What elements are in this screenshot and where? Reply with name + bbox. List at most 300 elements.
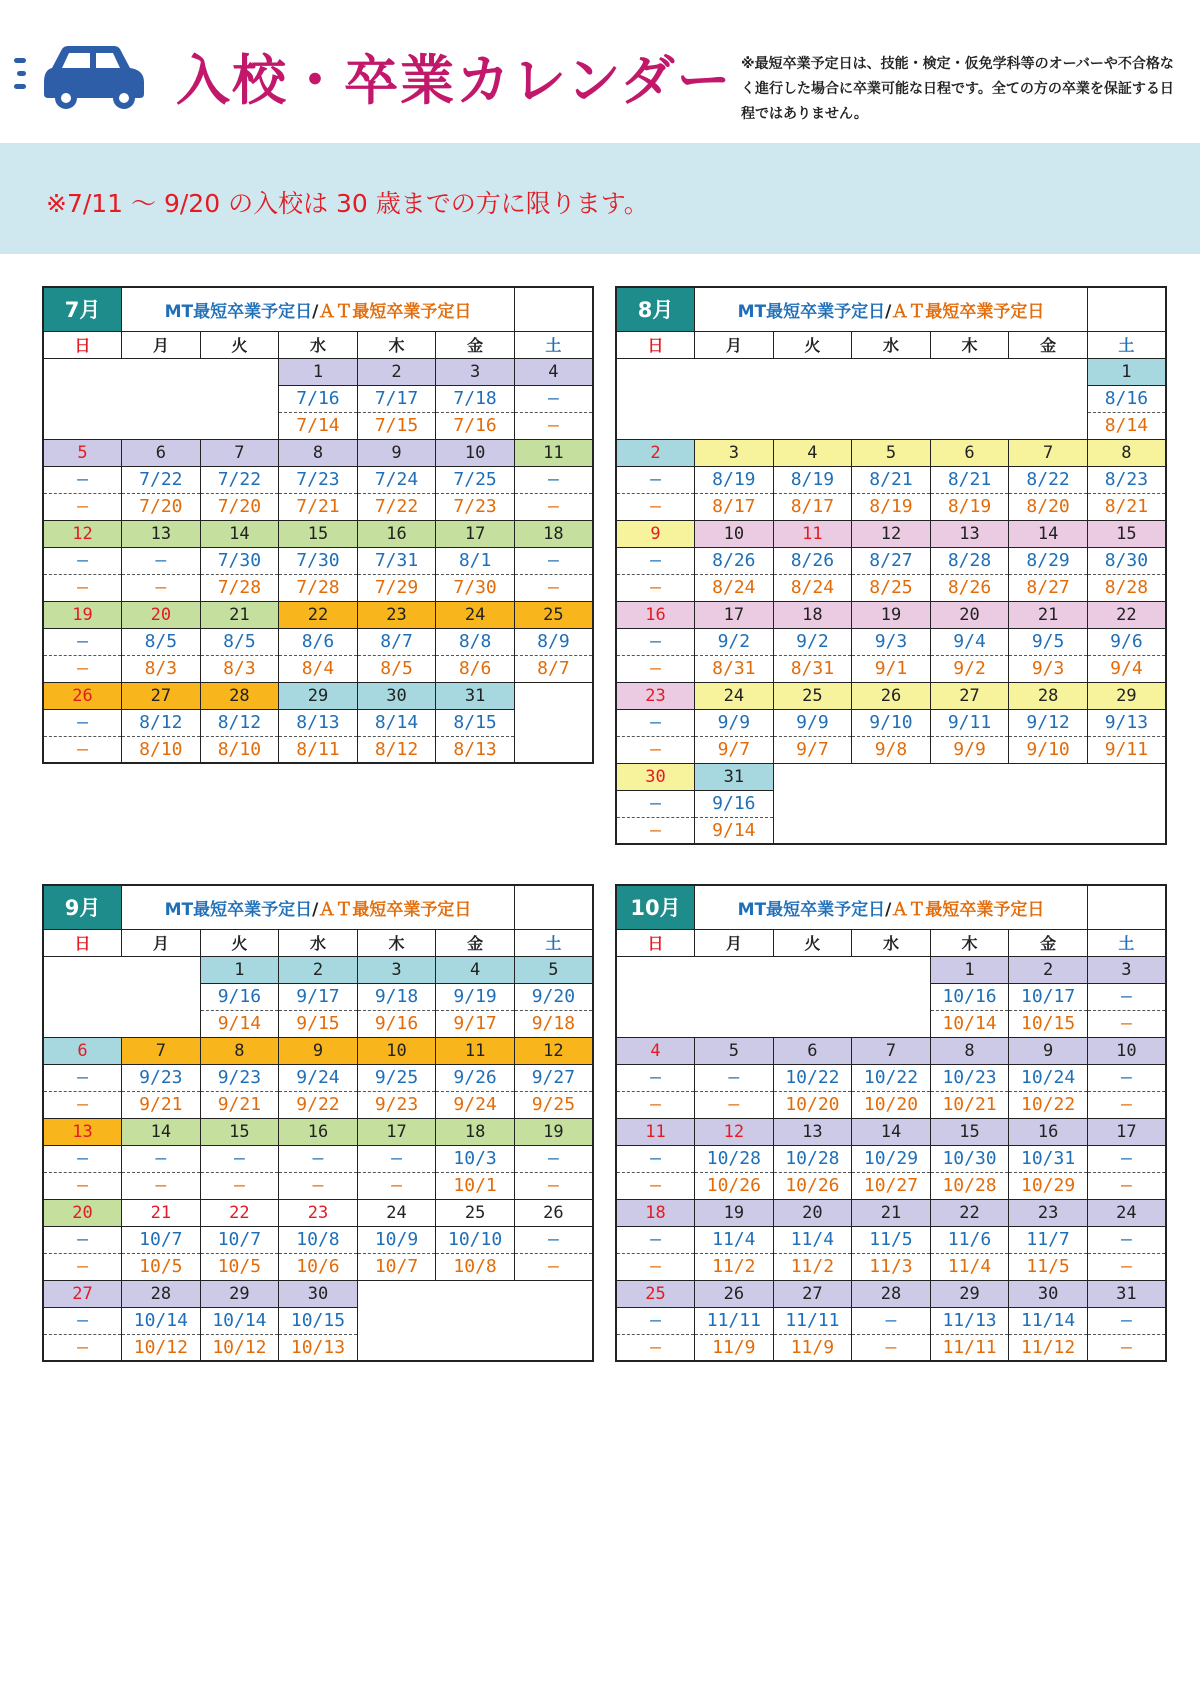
calendar-day[interactable]: 14 <box>1009 520 1088 547</box>
mt-graduation-date: — <box>514 385 593 412</box>
mt-graduation-date: 7/30 <box>200 547 279 574</box>
mt-graduation-date: 8/21 <box>930 466 1009 493</box>
mt-graduation-date: 8/15 <box>436 709 515 736</box>
calendar-day[interactable]: 11 <box>436 1037 515 1064</box>
calendar-title-row <box>616 287 1166 331</box>
at-graduation-date: 9/14 <box>200 1010 279 1037</box>
at-graduation-date: 11/11 <box>930 1334 1009 1361</box>
mt-graduation-date: — <box>514 466 593 493</box>
mt-graduation-date: 7/22 <box>200 466 279 493</box>
calendar-day[interactable]: 6 <box>43 1037 122 1064</box>
mt-graduation-date: 8/1 <box>436 547 515 574</box>
calendar-day[interactable]: 2 <box>279 956 358 983</box>
weekday-label: 火 <box>773 929 852 956</box>
calendar-day[interactable]: 29 <box>200 1280 279 1307</box>
calendar-day[interactable]: 14 <box>200 520 279 547</box>
calendar-day[interactable]: 22 <box>279 601 358 628</box>
date-row <box>43 601 593 628</box>
calendar-day[interactable]: 20 <box>930 601 1009 628</box>
calendar-day[interactable]: 22 <box>200 1199 279 1226</box>
calendar-day[interactable]: 7 <box>200 439 279 466</box>
mt-graduation-date: — <box>616 1064 695 1091</box>
at-graduation-date: 8/25 <box>852 574 931 601</box>
calendar-day[interactable]: 2 <box>616 439 695 466</box>
mt-graduation-date: 10/31 <box>1009 1145 1088 1172</box>
at-graduation-date: 9/3 <box>1009 655 1088 682</box>
calendar-day[interactable]: 29 <box>1087 682 1166 709</box>
mt-graduation-date: — <box>616 709 695 736</box>
calendar-day[interactable]: 18 <box>773 601 852 628</box>
calendar-day[interactable]: 22 <box>930 1199 1009 1226</box>
calendar-day[interactable]: 7 <box>122 1037 201 1064</box>
weekday-label: 日 <box>43 929 122 956</box>
at-graduation-date: — <box>1087 1253 1166 1280</box>
mt-graduation-date: — <box>122 1145 201 1172</box>
calendar-day[interactable]: 23 <box>279 1199 358 1226</box>
calendar-day[interactable]: 12 <box>852 520 931 547</box>
calendar-day[interactable]: 29 <box>279 682 358 709</box>
calendar-day[interactable]: 3 <box>1087 956 1166 983</box>
weekday-label: 火 <box>773 331 852 358</box>
calendar-day[interactable]: 24 <box>695 682 774 709</box>
calendar-day[interactable]: 15 <box>200 1118 279 1145</box>
at-graduation-date: — <box>514 574 593 601</box>
at-graduation-date: — <box>616 736 695 763</box>
at-date-row <box>43 1253 593 1280</box>
calendar-day[interactable]: 27 <box>773 1280 852 1307</box>
at-date-row <box>616 1091 1166 1118</box>
calendar-day[interactable]: 27 <box>122 682 201 709</box>
calendar-day[interactable]: 3 <box>436 358 515 385</box>
at-graduation-date: 7/30 <box>436 574 515 601</box>
at-graduation-date: — <box>279 1172 358 1199</box>
at-graduation-date: 10/12 <box>200 1334 279 1361</box>
date-row <box>616 358 1166 385</box>
calendar-day[interactable]: 13 <box>122 520 201 547</box>
mt-graduation-date: — <box>1087 1145 1166 1172</box>
mt-graduation-date: 10/22 <box>773 1064 852 1091</box>
calendar-day[interactable]: 11 <box>616 1118 695 1145</box>
at-graduation-date: 7/28 <box>200 574 279 601</box>
mt-graduation-date: — <box>43 1307 122 1334</box>
mt-graduation-date: 10/24 <box>1009 1064 1088 1091</box>
weekday-label: 金 <box>436 331 515 358</box>
calendar-day[interactable]: 4 <box>436 956 515 983</box>
calendar-day[interactable]: 10 <box>695 520 774 547</box>
empty-cell <box>43 956 200 1037</box>
mt-graduation-date: 9/9 <box>773 709 852 736</box>
mt-graduation-date: — <box>43 628 122 655</box>
mt-graduation-date: 9/4 <box>930 628 1009 655</box>
calendar-day[interactable]: 23 <box>616 682 695 709</box>
calendar-day[interactable]: 19 <box>43 601 122 628</box>
at-graduation-date: 8/20 <box>1009 493 1088 520</box>
calendar-day[interactable]: 16 <box>616 601 695 628</box>
mt-date-row <box>43 1064 593 1091</box>
at-graduation-date: 8/24 <box>695 574 774 601</box>
at-graduation-date: 8/3 <box>122 655 201 682</box>
at-graduation-date: 9/16 <box>357 1010 436 1037</box>
calendar-day[interactable]: 31 <box>1087 1280 1166 1307</box>
calendar-day[interactable]: 10 <box>357 1037 436 1064</box>
calendar-day[interactable]: 30 <box>357 682 436 709</box>
mt-date-row <box>43 466 593 493</box>
calendar-day[interactable]: 22 <box>1087 601 1166 628</box>
calendar-day[interactable]: 8 <box>930 1037 1009 1064</box>
at-graduation-date: 9/25 <box>514 1091 593 1118</box>
calendar-day[interactable]: 28 <box>200 682 279 709</box>
mt-graduation-date: 11/14 <box>1009 1307 1088 1334</box>
at-graduation-date: — <box>514 1172 593 1199</box>
at-graduation-date: 9/10 <box>1009 736 1088 763</box>
at-graduation-date: 8/19 <box>930 493 1009 520</box>
mt-graduation-date: 10/16 <box>930 983 1009 1010</box>
weekday-label: 火 <box>200 929 279 956</box>
calendar-day[interactable]: 26 <box>695 1280 774 1307</box>
at-graduation-date: 8/19 <box>852 493 931 520</box>
mt-graduation-date: — <box>43 1145 122 1172</box>
calendar-day[interactable]: 29 <box>930 1280 1009 1307</box>
calendar-day[interactable]: 27 <box>930 682 1009 709</box>
mt-graduation-date: — <box>616 790 695 817</box>
calendar-day[interactable]: 16 <box>1009 1118 1088 1145</box>
calendar-day[interactable]: 19 <box>695 1199 774 1226</box>
mt-graduation-date: 8/7 <box>357 628 436 655</box>
mt-graduation-date: 10/14 <box>200 1307 279 1334</box>
calendar-day[interactable]: 16 <box>357 520 436 547</box>
calendar-day[interactable]: 25 <box>436 1199 515 1226</box>
calendar-day[interactable]: 10 <box>1087 1037 1166 1064</box>
weekday-label: 土 <box>1087 929 1166 956</box>
empty-cell <box>43 358 279 439</box>
at-graduation-date: 7/22 <box>357 493 436 520</box>
mt-graduation-date: 11/5 <box>852 1226 931 1253</box>
calendar-day[interactable]: 21 <box>1009 601 1088 628</box>
calendar-day[interactable]: 1 <box>279 358 358 385</box>
calendar-day[interactable]: 5 <box>514 956 593 983</box>
at-graduation-date: 10/27 <box>852 1172 931 1199</box>
calendar-title-row <box>616 885 1166 929</box>
mt-date-row <box>616 709 1166 736</box>
at-graduation-date: 7/16 <box>436 412 515 439</box>
calendar-day[interactable]: 25 <box>616 1280 695 1307</box>
calendar-day[interactable]: 18 <box>616 1199 695 1226</box>
calendar-day[interactable]: 24 <box>357 1199 436 1226</box>
calendar-day[interactable]: 9 <box>279 1037 358 1064</box>
calendar-day[interactable]: 4 <box>616 1037 695 1064</box>
weekday-label: 月 <box>122 929 201 956</box>
mt-graduation-date: — <box>514 1226 593 1253</box>
at-graduation-date: 8/4 <box>279 655 358 682</box>
calendar-day[interactable]: 24 <box>1087 1199 1166 1226</box>
calendar-day[interactable]: 17 <box>1087 1118 1166 1145</box>
at-graduation-date: 7/15 <box>357 412 436 439</box>
calendar-day[interactable]: 18 <box>514 520 593 547</box>
calendar-day[interactable]: 13 <box>930 520 1009 547</box>
at-graduation-date: — <box>200 1172 279 1199</box>
weekday-label: 月 <box>695 331 774 358</box>
calendar-day[interactable]: 3 <box>357 956 436 983</box>
at-graduation-date: 8/27 <box>1009 574 1088 601</box>
legend-label <box>122 287 515 331</box>
at-graduation-date: — <box>616 1091 695 1118</box>
calendar-day[interactable]: 19 <box>852 601 931 628</box>
mt-graduation-date: — <box>1087 1307 1166 1334</box>
at-date-row <box>616 493 1166 520</box>
legend-at: ＡＴ最短卒業予定日 <box>891 899 1045 920</box>
mt-graduation-date: 10/22 <box>852 1064 931 1091</box>
date-row <box>616 439 1166 466</box>
calendar-day[interactable]: 31 <box>436 682 515 709</box>
calendar-day[interactable]: 2 <box>357 358 436 385</box>
calendar-day[interactable]: 31 <box>695 763 774 790</box>
at-graduation-date: 8/31 <box>695 655 774 682</box>
mt-graduation-date: 8/30 <box>1087 547 1166 574</box>
at-graduation-date: — <box>1087 1091 1166 1118</box>
at-graduation-date: 9/4 <box>1087 655 1166 682</box>
mt-graduation-date: — <box>852 1307 931 1334</box>
calendar-day[interactable]: 11 <box>773 520 852 547</box>
date-row <box>43 358 593 385</box>
calendar-day[interactable]: 4 <box>514 358 593 385</box>
calendar-day[interactable]: 9 <box>1009 1037 1088 1064</box>
at-graduation-date: 8/7 <box>514 655 593 682</box>
calendar-day[interactable]: 13 <box>43 1118 122 1145</box>
weekday-label: 火 <box>200 331 279 358</box>
mt-graduation-date: — <box>514 547 593 574</box>
calendar-day[interactable]: 5 <box>852 439 931 466</box>
calendar-day[interactable]: 25 <box>773 682 852 709</box>
at-graduation-date: — <box>695 1091 774 1118</box>
calendar-day[interactable]: 12 <box>695 1118 774 1145</box>
at-graduation-date: 10/1 <box>436 1172 515 1199</box>
calendar-day[interactable]: 30 <box>1009 1280 1088 1307</box>
mt-graduation-date: 7/16 <box>279 385 358 412</box>
calendar-day[interactable]: 12 <box>514 1037 593 1064</box>
at-graduation-date: 8/21 <box>1087 493 1166 520</box>
calendar-day[interactable]: 25 <box>514 601 593 628</box>
at-graduation-date: — <box>1087 1172 1166 1199</box>
calendar-day[interactable]: 20 <box>773 1199 852 1226</box>
month-label: 9月 <box>43 885 122 929</box>
weekday-label: 月 <box>122 331 201 358</box>
calendar-day[interactable]: 11 <box>514 439 593 466</box>
calendar-day[interactable]: 28 <box>1009 682 1088 709</box>
mt-graduation-date: 8/29 <box>1009 547 1088 574</box>
at-date-row <box>43 655 593 682</box>
at-date-row <box>616 655 1166 682</box>
legend-at: ＡＴ最短卒業予定日 <box>318 301 472 322</box>
calendar-day[interactable]: 14 <box>852 1118 931 1145</box>
mt-graduation-date: 9/10 <box>852 709 931 736</box>
weekday-label: 月 <box>695 929 774 956</box>
mt-graduation-date: 8/13 <box>279 709 358 736</box>
mt-graduation-date: 10/9 <box>357 1226 436 1253</box>
calendar-day[interactable]: 23 <box>357 601 436 628</box>
calendar-day[interactable]: 30 <box>279 1280 358 1307</box>
mt-graduation-date: 9/5 <box>1009 628 1088 655</box>
calendar-day[interactable]: 12 <box>43 520 122 547</box>
legend-mt: MT最短卒業予定日 <box>164 899 313 920</box>
calendar-day[interactable]: 21 <box>200 601 279 628</box>
at-graduation-date: — <box>852 1334 931 1361</box>
calendar-day[interactable]: 3 <box>695 439 774 466</box>
mt-graduation-date: 8/19 <box>773 466 852 493</box>
mt-graduation-date: 7/31 <box>357 547 436 574</box>
calendar-day[interactable]: 28 <box>122 1280 201 1307</box>
mt-graduation-date: 9/23 <box>122 1064 201 1091</box>
mt-graduation-date: 10/7 <box>200 1226 279 1253</box>
at-graduation-date: 11/9 <box>695 1334 774 1361</box>
at-graduation-date: 9/18 <box>514 1010 593 1037</box>
calendar-day[interactable]: 13 <box>773 1118 852 1145</box>
at-graduation-date: 7/28 <box>279 574 358 601</box>
calendar-day[interactable]: 26 <box>852 682 931 709</box>
mt-graduation-date: 7/22 <box>122 466 201 493</box>
mt-graduation-date: 7/25 <box>436 466 515 493</box>
calendar-day[interactable]: 20 <box>43 1199 122 1226</box>
at-graduation-date: 9/22 <box>279 1091 358 1118</box>
calendar-day[interactable]: 9 <box>616 520 695 547</box>
calendar-day[interactable]: 1 <box>1087 358 1166 385</box>
at-date-row <box>616 736 1166 763</box>
calendar-day[interactable]: 15 <box>1087 520 1166 547</box>
mt-graduation-date: 10/10 <box>436 1226 515 1253</box>
calendar-day[interactable]: 5 <box>695 1037 774 1064</box>
calendar-day[interactable]: 1 <box>200 956 279 983</box>
calendar-day[interactable]: 9 <box>357 439 436 466</box>
date-row <box>616 1280 1166 1307</box>
date-row <box>43 439 593 466</box>
calendar-day[interactable]: 21 <box>852 1199 931 1226</box>
at-graduation-date: 10/22 <box>1009 1091 1088 1118</box>
at-graduation-date: 10/15 <box>1009 1010 1088 1037</box>
calendar-day[interactable]: 15 <box>930 1118 1009 1145</box>
weekday-label: 水 <box>279 929 358 956</box>
at-graduation-date: 7/20 <box>200 493 279 520</box>
at-graduation-date: 10/12 <box>122 1334 201 1361</box>
calendar-day[interactable]: 19 <box>514 1118 593 1145</box>
calendar-day[interactable]: 17 <box>436 520 515 547</box>
date-row <box>43 682 593 709</box>
date-row <box>43 1280 593 1307</box>
at-graduation-date: — <box>43 1172 122 1199</box>
at-graduation-date: — <box>616 1172 695 1199</box>
calendar-day[interactable]: 10 <box>436 439 515 466</box>
calendar-day[interactable]: 27 <box>43 1280 122 1307</box>
mt-graduation-date: — <box>43 1064 122 1091</box>
calendar-day[interactable]: 18 <box>436 1118 515 1145</box>
at-graduation-date: 11/4 <box>930 1253 1009 1280</box>
legend-separator: / <box>312 301 319 322</box>
calendar-day[interactable]: 2 <box>1009 956 1088 983</box>
calendar-title-row <box>43 287 593 331</box>
calendar-day[interactable]: 7 <box>852 1037 931 1064</box>
month-calendar <box>615 286 1167 845</box>
legend-mt: MT最短卒業予定日 <box>737 301 886 322</box>
mt-date-row <box>43 547 593 574</box>
calendar-day[interactable]: 5 <box>43 439 122 466</box>
calendar-day[interactable]: 8 <box>279 439 358 466</box>
weekday-label: 金 <box>436 929 515 956</box>
at-graduation-date: — <box>514 412 593 439</box>
calendar-day[interactable]: 24 <box>436 601 515 628</box>
at-graduation-date: 10/6 <box>279 1253 358 1280</box>
calendar-day[interactable]: 14 <box>122 1118 201 1145</box>
calendar-day[interactable]: 6 <box>122 439 201 466</box>
calendar-day[interactable]: 16 <box>279 1118 358 1145</box>
mt-graduation-date: 8/19 <box>695 466 774 493</box>
date-row <box>616 1037 1166 1064</box>
at-graduation-date: — <box>43 736 122 763</box>
mt-graduation-date: — <box>279 1145 358 1172</box>
legend-label <box>122 885 515 929</box>
weekday-label: 日 <box>616 929 695 956</box>
at-date-row <box>43 736 593 763</box>
at-graduation-date: — <box>616 817 695 844</box>
empty-cell <box>514 682 593 763</box>
calendar-day[interactable]: 8 <box>200 1037 279 1064</box>
calendar-day[interactable]: 6 <box>773 1037 852 1064</box>
mt-graduation-date: 7/24 <box>357 466 436 493</box>
mt-graduation-date: — <box>616 1226 695 1253</box>
calendar-day[interactable]: 7 <box>1009 439 1088 466</box>
at-graduation-date: 11/2 <box>695 1253 774 1280</box>
empty-cell <box>616 956 930 1037</box>
calendar-day[interactable]: 26 <box>514 1199 593 1226</box>
mt-graduation-date: 9/16 <box>200 983 279 1010</box>
month-label: 10月 <box>616 885 695 929</box>
calendar-day[interactable]: 21 <box>122 1199 201 1226</box>
calendar-day[interactable]: 17 <box>695 601 774 628</box>
at-graduation-date: — <box>616 493 695 520</box>
calendar-day[interactable]: 30 <box>616 763 695 790</box>
weekday-label: 金 <box>1009 331 1088 358</box>
calendar-day[interactable]: 4 <box>773 439 852 466</box>
at-graduation-date: 10/13 <box>279 1334 358 1361</box>
at-date-row <box>43 1172 593 1199</box>
mt-date-row <box>43 1145 593 1172</box>
calendar-day[interactable]: 1 <box>930 956 1009 983</box>
mt-date-row <box>616 1145 1166 1172</box>
at-graduation-date: 8/28 <box>1087 574 1166 601</box>
weekday-label: 土 <box>514 331 593 358</box>
at-date-row <box>43 1091 593 1118</box>
calendar-day[interactable]: 28 <box>852 1280 931 1307</box>
at-graduation-date: 10/20 <box>852 1091 931 1118</box>
date-row <box>616 682 1166 709</box>
month-calendar <box>42 286 594 764</box>
calendar-day[interactable]: 26 <box>43 682 122 709</box>
calendar-day[interactable]: 20 <box>122 601 201 628</box>
at-graduation-date: 9/14 <box>695 817 774 844</box>
mt-graduation-date: 9/13 <box>1087 709 1166 736</box>
at-graduation-date: — <box>43 1334 122 1361</box>
mt-graduation-date: 9/16 <box>695 790 774 817</box>
calendar-day[interactable]: 23 <box>1009 1199 1088 1226</box>
mt-date-row <box>616 1064 1166 1091</box>
calendar-day[interactable]: 17 <box>357 1118 436 1145</box>
calendar-day[interactable]: 15 <box>279 520 358 547</box>
mt-graduation-date: 9/3 <box>852 628 931 655</box>
at-graduation-date: 8/17 <box>773 493 852 520</box>
mt-date-row <box>43 709 593 736</box>
at-graduation-date: 11/5 <box>1009 1253 1088 1280</box>
calendar-day[interactable]: 8 <box>1087 439 1166 466</box>
mt-graduation-date: — <box>1087 1226 1166 1253</box>
mt-date-row <box>616 466 1166 493</box>
calendar-day[interactable]: 6 <box>930 439 1009 466</box>
